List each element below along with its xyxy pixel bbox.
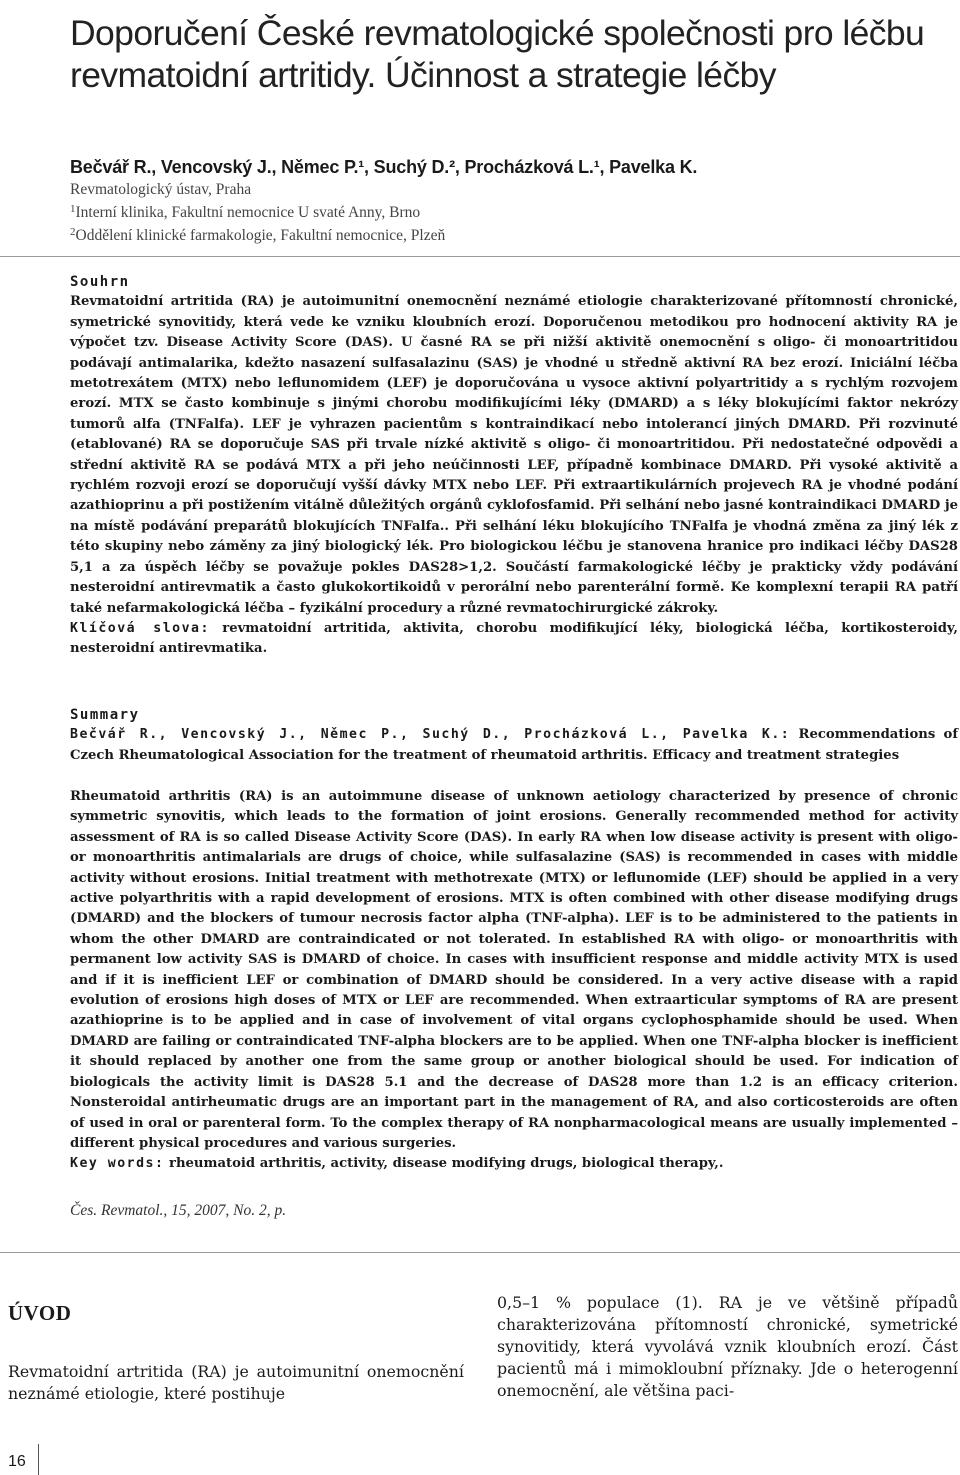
affiliation-marker: 2 [70, 226, 76, 238]
affiliation-text: Revmatologický ústav, Praha [70, 181, 252, 198]
top-divider [0, 256, 960, 257]
keywords-text: revmatoidní artritida, aktivita, chorobu modifikující léky, biologická léčba, kortikosteroidy, nesteroidní antirevmatika. [70, 620, 958, 657]
affiliation-line [70, 224, 445, 247]
keywords-label: Klíčová slova: [70, 620, 210, 636]
summary-section [70, 705, 958, 766]
uvod-right-column: 0,5–1 % populace (1). RA je ve většině případů charakterizována přítomností chronické, symetrické synovitidy, která vyvolává vznik kloubních erozí. Část pacientů má i mimokloubní příznaky. Jde o heterogenní onemocnění, ale většina paci- [497, 1293, 958, 1400]
uvod-heading: ÚVOD [8, 1301, 72, 1325]
souhrn-section [70, 272, 958, 660]
summary-body [70, 787, 958, 1175]
affiliations [70, 178, 445, 247]
affiliation-marker: 1 [70, 203, 76, 215]
affiliation-text: Interní klinika, Fakultní nemocnice U svaté Anny, Brno [75, 204, 421, 221]
keywords-text: rheumatoid arthritis, activity, disease modifying drugs, biological therapy,. [169, 1156, 724, 1172]
summary-keywords [70, 1154, 958, 1174]
affiliation-line [70, 178, 445, 201]
summary-citation-line [70, 725, 958, 766]
souhrn-keywords [70, 619, 958, 660]
bottom-divider [0, 1252, 960, 1253]
article-title: Doporučení České revmatologické společnosti pro léčbu revmatoidní artritidy. Účinnost a strategie léčby [70, 13, 925, 95]
keywords-label: Key words: [70, 1156, 165, 1172]
page-number-divider [38, 1444, 39, 1475]
souhrn-heading: Souhrn [70, 274, 130, 290]
journal-citation: Čes. Revmatol., 15, 2007, No. 2, p. [70, 1202, 287, 1219]
uvod-left-column: Revmatoidní artritida (RA) je autoimunitní onemocnění neznámé etiologie, které postihuje [8, 1362, 464, 1403]
souhrn-text: Revmatoidní artritida (RA) je autoimunitní onemocnění neznámé etiologie charakterizované přítomností chronické, symetrické synovitidy, která vede ke vzniku kloubních erozí. Doporučenou metodikou pro hodnocení aktivity RA je výpočet tzv. Disease Activity Score (DAS). U časné RA se při nižší aktivitě onemocnění s oligo- či monoartritidou podávají antimalarika, kdežto nasazení sulfasalazinu (SAS) je vhodné u středně aktivní RA bez erozí. Iniciální léčba metotrexátem (MTX) nebo leflunomidem (LEF) je doporučována u vysoce aktivní polyartritidy a s rychlým rozvojem erozí. MTX se často kombinuje s jinými chorobu modifikujícími léky (DMARD) a s léky blokujícími faktor nekrózy tumorů alfa (TNFalfa). LEF je vyhrazen pacientům s kontraindikací nebo intolerancí jiných DMARD. Při rozvinuté (etablované) RA se doporučuje SAS při trvale nízké aktivitě s oligo- či monoartritidou. Při nedostatečné odpovědi a střední aktivitě RA se podává MTX a při jeho neúčinnosti LEF, případně kombinace DMARD. Při vysoké aktivitě a rychlém rozvoji erozí se doporučují vyšší dávky MTX nebo LEF. Při extraartikulárních projevech RA je vhodné podání azathioprinu a při postižením vitálně důležitých orgánů cyklofosfamid. Při selhání nebo jasné kontraindikaci DMARD je na místě podávání preparátů blokujících TNFalfa.. Při selhání léku blokujícího TNFalfa je vhodná změna za jiný lék z této skupiny nebo záměny za jiný biologický lék. Pro biologickou léčbu je stanovena hranice pro indikaci léčby DAS28 5,1 a za úspěch léčby se považuje pokles DAS28>1,2. Součástí farmakologické léčby je prakticky vždy podávání nesteroidní antirevmatik a často glukokortikoidů v perorální nebo parenterální formě. Ke komplexní terapii RA patří také nefarmakologická léčba – fyzikální procedury a různé revmatochirurgické zákroky. [70, 294, 958, 616]
summary-heading: Summary [70, 707, 140, 723]
summary-text: Rheumatoid arthritis (RA) is an autoimmune disease of unknown aetiology characterized by presence of chronic symmetric synovitis, which leads to the formation of joint erosions. Generally recommended method for activity assessment of RA is so called Disease Activity Score (DAS). In early RA when low disease activity is present with oligo- or monoarthritis antimalarials are drugs of choice, while sulfasalazine (SAS) is recommended in cases with middle activity without erosions. Initial treatment with methotrexate (MTX) or leflunomide (LEF) should be applied in a very active polyarthritis with a rapid development of erosions. MTX is often combined with other disease modifying drugs (DMARD) and the blockers of tumour necrosis factor alpha (TNF-alpha). LEF is to be administered to the patients in whom the other DMARD are contraindicated or not tolerated. In established RA with oligo- or monoarthritis with permanent low activity SAS is DMARD of choice. In cases with insufficient response and middle activity MTX is used and if it is inefficient LEF or combination of DMARD should be considered. In a very active disease with a rapid evolution of erosions high doses of MTX or LEF are recommended. When extraarticular symptoms of RA are present azathioprine is to be applied and in case of involvement of vital organs cyclophosphamide should be used. When DMARD are failing or contraindicated TNF-alpha blockers are to be applied. When one TNF-alpha blocker is inefficient it should replaced by another one from the same group or another biological should be used. For indication of biologicals the activity limit is DAS28 5.1 and the decrease of DAS28 more than 1.2 is an efficacy criterion. Nonsteroidal antirheumatic drugs are an important part in the management of RA, and also corticosteroids are often of used in oral or parenteral form. To the complex therapy of RA nonpharmacological means are usually implemented – different physical procedures and various surgeries. [70, 789, 958, 1151]
page-number: 16 [8, 1453, 26, 1470]
author-list: Bečvář R., Vencovský J., Němec P.¹, Suchý D.², Procházková L.¹, Pavelka K. [70, 157, 698, 177]
affiliation-line [70, 201, 445, 224]
affiliation-text: Oddělení klinické farmakologie, Fakultní nemocnice, Plzeň [75, 227, 446, 244]
summary-paper-title: Recommendations of Czech Rheumatological Association for the treatment of rheumatoid arthritis. Efficacy and treatment strategies [70, 727, 959, 763]
summary-authors: Bečvář R., Vencovský J., Němec P., Suchý D., Procházková L., Pavelka K.: [70, 727, 791, 743]
